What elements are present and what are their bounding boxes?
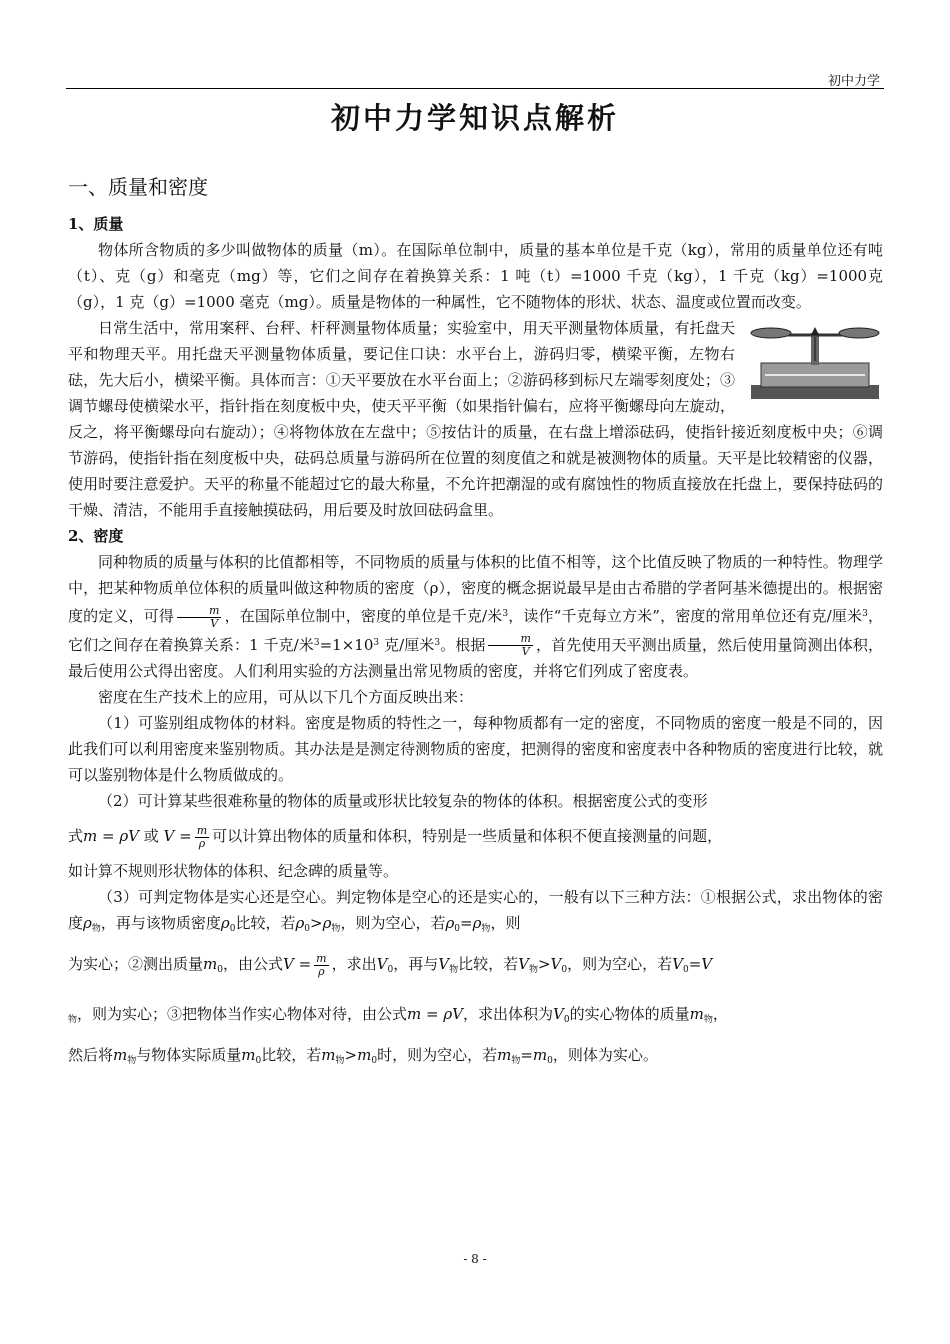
density-formula [177, 605, 221, 630]
text-run: ，则 [490, 914, 521, 932]
text-run: ，再与 [393, 955, 439, 973]
subscript: 物 [68, 1015, 78, 1025]
subscript: 0 [387, 965, 394, 975]
subscript: 物 [91, 924, 101, 934]
balance-scale-illustration [745, 315, 885, 405]
paragraph-application-2: （2）可计算某些很难称量的物体的质量或形状比较复杂的物体的体积。根据密度公式的变形 [98, 792, 708, 810]
symbol-gt: > [310, 914, 323, 932]
subscript: 0 [255, 1056, 262, 1066]
symbol-m: m [357, 1046, 372, 1064]
text-run: ，再与该物质密度 [100, 914, 221, 932]
paragraph-application-3 [68, 884, 883, 942]
subscript: 物 [481, 924, 491, 934]
subscript: 0 [682, 965, 689, 975]
paragraph-balance-usage [68, 315, 883, 523]
text-run: ，求出 [331, 955, 377, 973]
main-content [68, 211, 883, 1074]
superscript: 3 [434, 637, 441, 648]
paragraph-formula-variants [68, 814, 883, 858]
frac-denominator: ρ [318, 964, 325, 978]
subsection-heading-mass: 1、质量 [68, 215, 124, 233]
paragraph-density-applications: 密度在生产技术上的应用，可从以下几个方面反映出来： [98, 688, 474, 706]
balance-text: 日常生活中，常用案秤、台秤、杆秤测量物体质量；实验室中，用天平测量物体质量，有托盘天平和物理天平。用托盘天平测量物体质量，要记住口诀：水平台上，游码归零，横梁平衡，左物右砝，先大后小，横梁平衡。具体而言：①天平要放在水平台面上；②游码移到标尺左端零刻度处；③调节螺母使横梁水平，指针指在刻度板中央，使天平平衡（如果指针偏右，应将平衡螺母向左旋动，反之，将平衡螺母向右旋动）；④将物体放在左盘中；⑤按估计的质量，在右盘上增添砝码，使指针接近刻度板中央；⑥调节游码，使指针指在刻度板中央，砝码总质量与游码所在位置的刻度值之和就是被测物体的质量。天平是比较精密的仪器，使用时要注意爱护。天平的称量不能超过它的最大称量，不允许把潮湿的或有腐蚀性的物质直接放在托盘上，要保持砝码的干燥、清洁，不能用手直接触摸砝码，用后要及时放回砝码盒里。 [68, 319, 883, 519]
symbol-V: V [376, 955, 388, 973]
subscript: 0 [563, 1015, 570, 1025]
formula-volume-prefix: V = [163, 827, 192, 845]
subscript: 0 [217, 965, 223, 975]
subscript: 0 [547, 1056, 553, 1066]
subscript: 物 [511, 1056, 521, 1066]
volume-formula [314, 953, 328, 978]
text-run: =1×10 [319, 635, 374, 654]
text-run: 。根据 [440, 635, 486, 654]
subscript: 物 [703, 1015, 713, 1025]
symbol-m: m [497, 1046, 512, 1064]
symbol-V: V [438, 955, 450, 973]
superscript: 3 [862, 609, 868, 619]
text-run: ， [712, 1005, 728, 1023]
text-run: 或 [139, 827, 164, 845]
symbol-m: m [321, 1046, 336, 1064]
symbol-V: V [550, 955, 562, 973]
paragraph-mass-definition: 物体所含物质的多少叫做物体的质量（m）。在国际单位制中，质量的基本单位是千克（kg），常用的质量单位还有吨（t）、克（g）和毫克（mg）等，它们之间存在着换算关系：1 吨（t）=1000 千克（kg），1 千克（kg）=1000克（g），1 克（g）=1000 毫克（mg）。质量是物体的一种属性，它不随物体的形状、状态、温度或位置而改变。 [68, 241, 883, 311]
formula-mass: m = ρV [407, 1005, 464, 1023]
subscript: 0 [304, 924, 311, 934]
text-run: 比较，若 [235, 914, 296, 932]
paragraph-application-1: （1）可鉴别组成物体的材料。密度是物质的特性之一，每种物质都有一定的密度，不同物质的密度一般是不同的，因此我们可以利用密度来鉴别物质。其办法是是测定待测物质的密度，把测得的密度和密度表中各种物质的密度进行比较，就可以鉴别物体是什么物质做成的。 [68, 714, 883, 784]
frac-denominator: ρ [198, 836, 206, 850]
density-formula [488, 633, 532, 658]
symbol-m: m [203, 955, 218, 973]
superscript: 3 [502, 609, 509, 619]
subscript: 物 [331, 924, 341, 934]
symbol-V: V [672, 955, 683, 973]
text-run: 克/厘米 [379, 635, 435, 654]
symbol-m: m [532, 1046, 548, 1064]
subscript: 物 [127, 1056, 137, 1066]
text-run: ，首先使用天平测出质量，然后使用量筒测出体积，最后使用公式得出密度。人们利用实验的方法测量出常见物质的密度，并将它们列成了密度表。 [68, 635, 883, 680]
text-run: 为实心；②测出质量 [68, 955, 204, 973]
symbol-eq: = [688, 955, 702, 973]
symbol-rho: ρ [83, 914, 92, 932]
volume-formula [195, 825, 209, 850]
symbol-V: V [701, 955, 713, 973]
paragraph-examples: 如计算不规则形状物体的体积、纪念碑的质量等。 [68, 862, 399, 880]
symbol-rho: ρ [472, 914, 482, 932]
symbol-V: V [518, 955, 529, 973]
subscript: 0 [561, 965, 568, 975]
text-run: 可以计算出物体的质量和体积，特别是一些质量和体积不便直接测量的问题， [212, 827, 723, 845]
text-run: ，则体为实心。 [552, 1046, 658, 1064]
symbol-rho: ρ [220, 914, 230, 932]
subscript: 0 [454, 924, 461, 934]
subscript: 物 [335, 1056, 345, 1066]
frac-numerator: m [316, 951, 327, 965]
symbol-rho: ρ [445, 914, 455, 932]
formula-mass: m = ρV [83, 827, 139, 845]
subscript: 物 [528, 965, 538, 975]
frac-numerator: m [488, 633, 532, 646]
symbol-m: m [689, 1005, 704, 1023]
paragraph-density-definition [68, 549, 883, 684]
text-run: （3）可判定物体是实心还是空心。判定物体是空心的还是实心的，一般有以下三种方法：①根据公式，求出物体的密度 [68, 888, 883, 932]
subsection-heading-density: 2、密度 [68, 527, 124, 545]
superscript: 3 [373, 637, 380, 648]
symbol-V: V [553, 1005, 564, 1023]
text-run: 时，则为空心，若 [377, 1046, 498, 1064]
text-run: ，求出体积为 [463, 1005, 554, 1023]
formula-volume-prefix: V = [283, 955, 312, 973]
text-run: ，它们之间存在着换算关系：1 千克/米 [68, 607, 883, 654]
running-header: 初中力学 [827, 74, 880, 89]
frac-denominator: V [521, 645, 530, 658]
frac-numerator: m [177, 605, 221, 618]
text-run: 同种物质的质量与体积的比值都相等，不同物质的质量与体积的比值不相等，这个比值反映了物质的一种特性。物理学中，把某种物质单位体积的质量叫做这种物质的密度（ρ），密度的概念据说最早是由古希腊的学者阿基米德提出的。根据密度的定义，可得 [68, 553, 883, 625]
header-rule [66, 88, 884, 89]
text-run: ，读作“千克每立方米”，密度的常用单位还有克/厘米 [508, 607, 863, 625]
symbol-gt: > [537, 955, 551, 973]
symbol-m: m [241, 1046, 256, 1064]
frac-denominator: V [210, 616, 219, 630]
symbol-eq: = [460, 914, 473, 932]
paragraph-method-3 [68, 992, 883, 1042]
superscript: 3 [313, 637, 320, 648]
paragraph-method-2 [68, 942, 883, 992]
symbol-eq: = [520, 1046, 533, 1064]
page-number: - 8 - [463, 1252, 487, 1266]
text-run: 比较，若 [261, 1046, 322, 1064]
symbol-gt: > [344, 1046, 358, 1064]
symbol-rho: ρ [295, 914, 305, 932]
frac-numerator: m [196, 823, 208, 837]
symbol-rho: ρ [322, 914, 332, 932]
subscript: 0 [371, 1056, 378, 1066]
text-run: ，则为空心，若 [340, 914, 446, 932]
text-run: 的实心物体的质量 [569, 1005, 690, 1023]
page-title: 初中力学知识点解析 [330, 101, 619, 135]
section-heading: 一、质量和密度 [68, 175, 208, 199]
text-run: ，则为实心；③把物体当作实心物体对待，由公式 [77, 1005, 408, 1023]
text-run: 比较，若 [458, 955, 519, 973]
text-run: 与物体实际质量 [136, 1046, 242, 1064]
subscript: 物 [449, 965, 459, 975]
paragraph-method-3-cont [68, 1042, 883, 1074]
text-run: 然后将 [68, 1046, 114, 1064]
text-run: ，由公式 [222, 955, 283, 973]
text-run: ，则为空心，若 [567, 955, 673, 973]
text-run: 式 [68, 827, 84, 845]
symbol-m: m [113, 1046, 128, 1064]
subscript: 0 [229, 924, 236, 934]
text-run: ，在国际单位制中，密度的单位是千克/米 [224, 607, 503, 625]
